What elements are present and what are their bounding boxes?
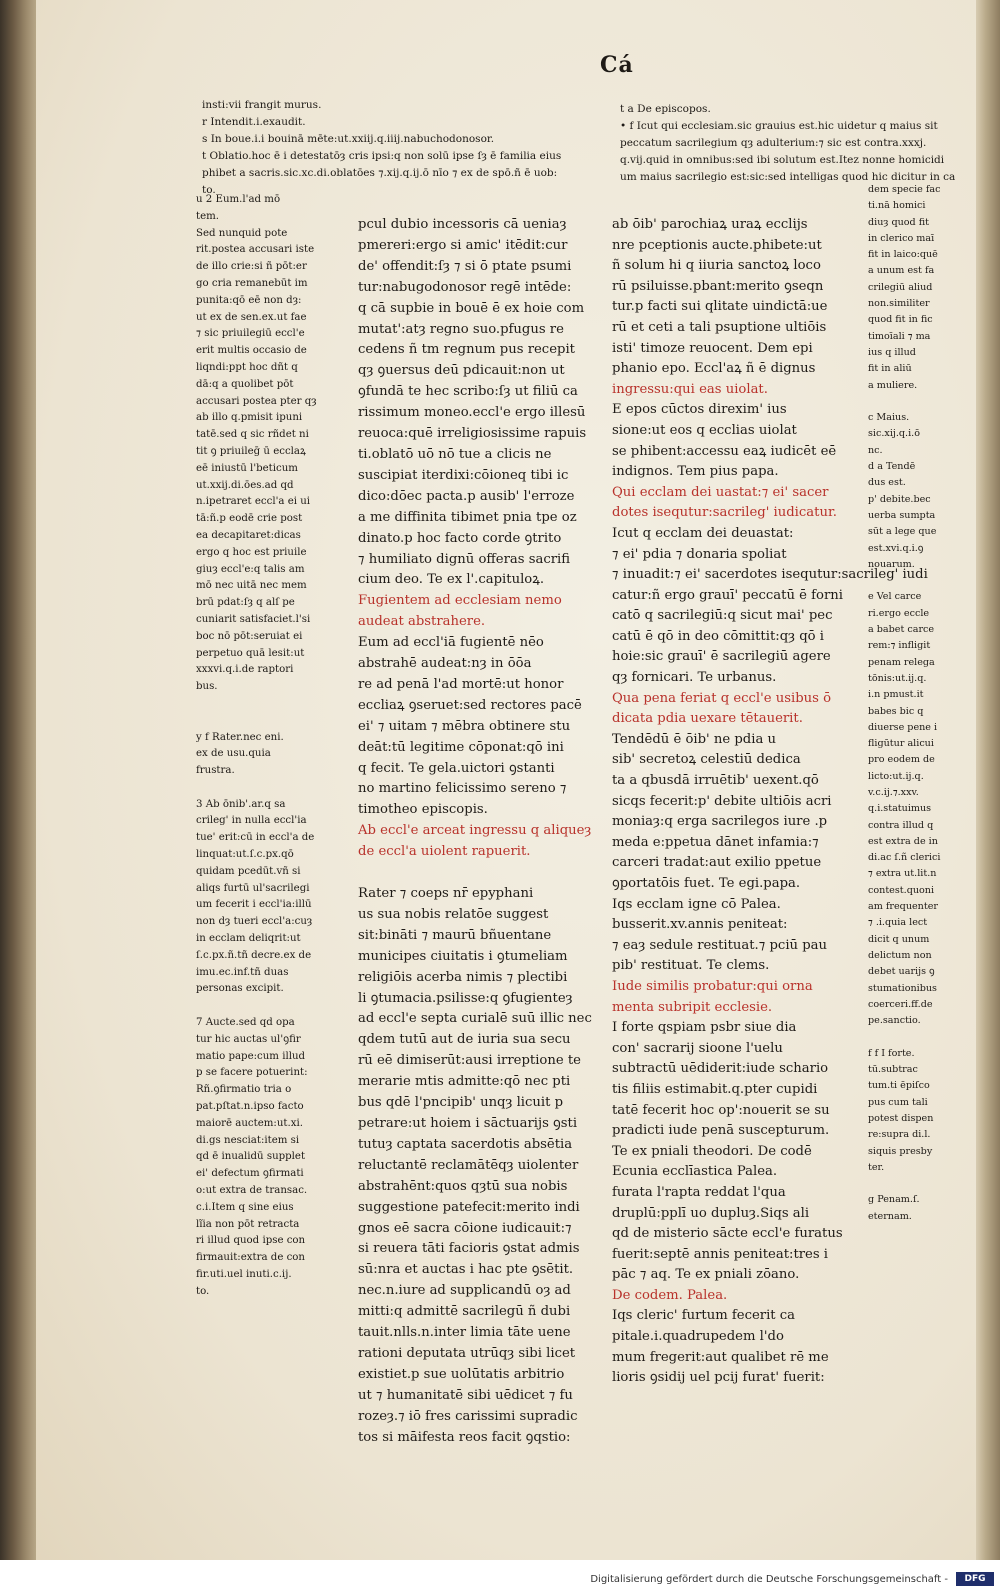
- text-line: busserit.xv.annis peniteat:: [612, 917, 788, 933]
- gloss-line: giuȝ eccl'e:q talis am: [196, 563, 305, 575]
- text-line: indignos. Tem pius papa.: [612, 464, 779, 480]
- gloss-line: ex de usu.quia: [196, 748, 271, 760]
- text-line: furata l'rapta reddat l'qua: [612, 1184, 786, 1200]
- gloss-line: ti.nā homici: [868, 200, 926, 212]
- gloss-line: a babet carce: [868, 624, 935, 636]
- gloss-line: accusari postea pter qȝ: [196, 395, 317, 407]
- text-line: mutat':atȝ regno suo.pfugus re: [358, 321, 564, 337]
- text-line: pradicti iude penā suscepturum.: [612, 1123, 830, 1139]
- gloss-line: q.i.statuimus: [868, 803, 932, 815]
- gloss-line: xxxvi.q.i.de raptori: [196, 664, 294, 676]
- text-line: us sua nobis relatōe suggest: [358, 906, 549, 922]
- gloss-line: to.: [202, 184, 216, 196]
- rubric-line: dicata pdia uexare tētauerit.: [612, 711, 803, 727]
- text-line: mitti:q admittē sacrilegū ñ dubi: [358, 1304, 571, 1320]
- gloss-line: liqndi:ppt hoc dñt q: [196, 361, 298, 373]
- text-line: Ecunia ecclīastica Palea.: [612, 1164, 778, 1180]
- text-line: sib' secretoꝝ celestiū dedica: [612, 752, 801, 768]
- gloss-line: quidam pcedūt.vñ si: [196, 865, 301, 877]
- gloss-line: y f Rater.nec eni.: [196, 731, 284, 743]
- text-line: pmereri:ergo si amic' itēdit:cur: [358, 237, 568, 253]
- gloss-line: in clerico maī: [868, 232, 935, 244]
- text-line: rozeȝ.⁊ iō fres carissimi supradic: [358, 1408, 578, 1424]
- gloss-line: [196, 713, 346, 730]
- footer-credit: Digitalisierung gefördert durch die Deutsche Forschungsgemeinschaft -: [590, 1574, 948, 1585]
- gloss-line: g Penam.ſ.: [868, 1194, 920, 1206]
- page-gutter: [976, 0, 1000, 1560]
- gloss-line: fit in laico:quē: [868, 249, 938, 261]
- rubric-line: De codem. Palea.: [612, 1287, 728, 1303]
- text-line: tur.p facti sui qlitate uindictā:ue: [612, 299, 828, 315]
- text-line: catur:ñ ergo grauī' peccatū ē forni: [612, 587, 843, 603]
- gloss-line: pro eodem de: [868, 754, 935, 766]
- gloss-line: fligūtur alicui: [868, 738, 934, 750]
- text-line: reuoca:quē irreligiosissime rapuis: [358, 426, 587, 442]
- text-line: pib' restituat. Te clems.: [612, 958, 770, 974]
- gloss-line: tum.ti ēpiſco: [868, 1080, 930, 1092]
- gloss-line: sūt a lege que: [868, 526, 937, 538]
- text-line: deāt:tū legitime cōponat:qō ini: [358, 739, 564, 755]
- gloss-line: qd ē inualidū supplet: [196, 1151, 306, 1163]
- gloss-top-right: [620, 101, 960, 186]
- text-line: qȝ ꝯuersus deū pdicauit:non ut: [358, 363, 565, 379]
- gloss-line: erit multis occasio de: [196, 345, 307, 357]
- text-line: ꝯfundā te hec scribo:ſȝ ut filiū ca: [358, 384, 578, 400]
- gloss-line: delictum non: [868, 949, 932, 961]
- rubric-line: ingressu:qui eas uiolat.: [612, 381, 768, 397]
- gloss-line: c Maius.: [868, 412, 910, 424]
- rubric-line: menta subripit ecclesie.: [612, 999, 773, 1015]
- gloss-line: siquis presby: [868, 1145, 933, 1157]
- text-line: E epos cūctos direxim' ius: [612, 402, 787, 418]
- text-line: carceri tradat:aut exilio ppetue: [612, 855, 822, 871]
- gloss-line: to.: [196, 1285, 210, 1297]
- gloss-line: frustra.: [196, 765, 235, 777]
- gloss-line: ius q illud: [868, 346, 916, 358]
- gloss-line: stumationibus: [868, 982, 937, 994]
- gloss-line: ri illud quod ipse con: [196, 1235, 306, 1247]
- gloss-line: rem:⁊ infligit: [868, 640, 931, 652]
- gloss-line: licto:ut.ij.q.: [868, 770, 924, 782]
- gloss-line: uerba sumpta: [868, 509, 936, 521]
- text-line: fuerit:septē annis peniteat:tres i: [612, 1246, 829, 1262]
- gloss-line: s In boue.i.i bouinā mēte:ut.xxiij.q.iiij.nabuchodonosor.: [202, 133, 495, 145]
- gloss-line: r Intendit.i.exaudit.: [202, 116, 306, 128]
- text-line: dinato.p hoc facto corde ꝯtrito: [358, 530, 562, 546]
- gloss-line: contest.quoni: [868, 884, 935, 896]
- text-line: rū et ceti a tali psuptione ultiōis: [612, 319, 827, 335]
- gloss-line: eternam.: [868, 1210, 912, 1222]
- gloss-left-column: [196, 192, 346, 1301]
- text-line: ⁊ humiliato dignū offeras sacrifi: [358, 551, 571, 567]
- gloss-line: lĩia non pōt retracta: [196, 1218, 300, 1230]
- text-line: a me diffinita tibimet pnia tpe oz: [358, 509, 577, 525]
- gloss-line: pus cum tali: [868, 1096, 928, 1108]
- text-line: q cā supbie in bouē ē ex hoie com: [358, 300, 585, 316]
- text-line: tos si māifesta reos facit ꝯqstio:: [358, 1429, 571, 1445]
- gloss-line: tur hic auctas ul'ꝯfir: [196, 1033, 301, 1045]
- gloss-line: tit ꝯ priuileḡ ū ecclaꝝ: [196, 445, 306, 457]
- gloss-line: est extra de in: [868, 835, 938, 847]
- text-line: ⁊ inuadit:⁊ ei' sacerdotes isequtur:sacrileg' iudi: [612, 567, 928, 583]
- text-line: isti' timoze reuocent. Dem epi: [612, 340, 813, 356]
- gloss-line: crileg' in nulla eccl'ia: [196, 815, 307, 827]
- gloss-line: c.i.Item q sine eius: [196, 1201, 294, 1213]
- text-line: ta a qbusdā irruētib' uexent.qō: [612, 773, 819, 789]
- gloss-line: coerceri.ff.de: [868, 998, 933, 1010]
- gloss-line: dem specie fac: [868, 184, 941, 195]
- text-line: sū:nra et auctas i hac pte ꝯsētit.: [358, 1262, 574, 1278]
- text-line: se phibent:accessu eaꝝ iudicēt eē: [612, 443, 837, 459]
- text-line: meda e:ppetua dānet infamia:⁊: [612, 834, 819, 850]
- gloss-line: e Vel carce: [868, 591, 922, 603]
- text-line: Te ex pniali theodori. De codē: [612, 1143, 812, 1159]
- text-line: suggestione patefecit:merito indi: [358, 1199, 580, 1215]
- text-line: merarie mtis admitte:qō nec pti: [358, 1074, 571, 1090]
- text-line: nec.n.iure ad supplicandū oȝ ad: [358, 1283, 571, 1299]
- text-line: subtractū uēdiderit:iude schario: [612, 1061, 829, 1077]
- text-line: ⁊ eaȝ sedule restituat.⁊ pciū pau: [612, 937, 828, 953]
- gloss-line: dicit q unum: [868, 933, 930, 945]
- gloss-line: t a De episcopos.: [620, 103, 711, 115]
- text-line: rationi deputata utrūqȝ sibi licet: [358, 1345, 576, 1361]
- gloss-line: insti:vii frangit murus.: [202, 99, 322, 111]
- gloss-line: ⁊ sic priuilegiū eccl'e: [196, 328, 305, 340]
- gloss-line: pat.pſtat.n.ipso facto: [196, 1101, 304, 1113]
- gloss-line: ergo q hoc est priuile: [196, 546, 307, 558]
- text-line: druplū:pplī uo dupluȝ.Siqs ali: [612, 1205, 810, 1221]
- gloss-line: n.ipetraret eccl'a ei ui: [196, 496, 311, 508]
- gloss-line: quod fit in fic: [868, 314, 933, 326]
- text-line: nre pceptionis aucte.phibete:ut: [612, 237, 822, 253]
- gloss-line: a muliere.: [868, 379, 918, 391]
- text-line: Iqs cleric' furtum fecerit ca: [612, 1308, 796, 1324]
- text-line: bus qdē l'pncipib' unqȝ licuit p: [358, 1095, 564, 1111]
- gloss-line: t Oblatio.hoc ē i detestatōȝ cris ipsi:q non solū ipse ſȝ ē familia eius: [202, 150, 562, 162]
- text-line: q fecit. Te gela.uictori ꝯstanti: [358, 760, 555, 776]
- text-line: qdem tutū aut de iuria sua secu: [358, 1032, 571, 1048]
- gloss-line: tū.subtrac: [868, 1064, 918, 1076]
- text-line: timotheo episcopis.: [358, 802, 488, 818]
- text-line: lioris ꝯsidij uel pcij furat' fuerit:: [612, 1370, 825, 1386]
- gloss-line: Rñ.ꝯfirmatio tria o: [196, 1084, 292, 1096]
- gloss-line: nc.: [868, 444, 883, 456]
- gloss-line: cuniarit satisfaciet.l'si: [196, 613, 311, 625]
- rubric-line: audeat abstrahere.: [358, 614, 486, 630]
- text-line: ꝯportatōis fuet. Te egi.papa.: [612, 876, 801, 891]
- text-line: I forte qspiam psbr siue dia: [612, 1020, 797, 1036]
- gloss-line: ⁊ extra ut.lit.n: [868, 868, 937, 880]
- gloss-line: timoīali ⁊ ma: [868, 330, 931, 342]
- text-line: sione:ut eos q ecclias uiolat: [612, 422, 797, 438]
- gloss-line: penam relega: [868, 656, 935, 668]
- text-line: tur:nabugodonosor regē intēde:: [358, 279, 572, 295]
- text-line: abstrahēnt:quos qȝtū sua nobis: [358, 1178, 568, 1194]
- gloss-line: rit.postea accusari iste: [196, 244, 315, 256]
- gloss-top-left: [202, 97, 592, 199]
- gloss-line: mō nec uitā nec mem: [196, 580, 307, 592]
- gloss-line: um fecerit i eccl'ia:illū: [196, 899, 312, 911]
- text-line: reluctantē reclamātēqȝ uiolenter: [358, 1157, 579, 1173]
- gloss-line: potest dispen: [868, 1112, 934, 1124]
- text-line: pcul dubio incessoris cā ueniaȝ: [358, 217, 567, 232]
- gloss-line: ⁊ .i.quia lect: [868, 917, 928, 929]
- gloss-line: non.similiter: [868, 298, 930, 310]
- main-text-left-column: [358, 215, 590, 1448]
- gloss-line: tā:ñ.p eodē crie post: [196, 513, 303, 525]
- gloss-line: 7 Aucte.sed qd opa: [196, 1017, 295, 1029]
- gloss-line: perpetuo quā lesit:ut: [196, 647, 305, 659]
- gloss-line: p se facere potuerint:: [196, 1067, 308, 1079]
- gloss-line: est.xvi.q.i.ꝯ: [868, 542, 924, 554]
- gloss-line: tem.: [196, 210, 220, 222]
- gloss-line: q.vij.quid in omnibus:sed ibi solutum est.Itez nonne homicidi: [620, 154, 945, 166]
- gloss-line: firmauit:extra de con: [196, 1252, 305, 1264]
- gloss-line: u 2 Eum.l'ad mō: [196, 194, 281, 205]
- text-line: catū ē qō in deo cōmittit:qȝ qō i: [612, 628, 824, 644]
- gloss-line: ea decapitaret:dicas: [196, 529, 301, 541]
- text-line: ti.oblatō uō nō tue a clicis ne: [358, 446, 552, 462]
- gloss-line: [868, 1176, 950, 1192]
- gloss-line: [868, 1029, 950, 1045]
- text-line: eccliaꝝ ꝯseruet:sed rectores pacē: [358, 697, 582, 713]
- text-line: tatē fecerit hoc op':nouerit se su: [612, 1102, 830, 1118]
- gloss-line: d a Tendē: [868, 461, 916, 473]
- rubric-line: de eccl'a uiolent rapuerit.: [358, 844, 531, 860]
- text-line: rū eē dimiserūt:ausi irreptione te: [358, 1053, 581, 1069]
- gloss-line: tōnis:ut.ij.q.: [868, 672, 927, 684]
- gloss-line: fir.uti.uel inuti.c.ij.: [196, 1269, 292, 1280]
- gloss-line: diuerse pene i: [868, 721, 938, 733]
- gloss-line: • f Icut qui ecclesiam.sic grauius est.hic uidetur q maius sit: [620, 120, 938, 132]
- gloss-line: i.n pmust.it: [868, 689, 924, 701]
- text-line: si reuera tāti facioris ꝯstat admis: [358, 1241, 580, 1257]
- gloss-line: punita:qō eē non dȝ:: [196, 294, 302, 306]
- text-line: cedens ñ tm regnum pus recepit: [358, 342, 575, 358]
- text-line: qd de misterio sācte eccl'e furatus: [612, 1226, 843, 1242]
- gloss-line: debet uarijs ꝯ: [868, 966, 935, 978]
- gloss-line: sic.xij.q.i.ō: [868, 428, 921, 440]
- rubric-line: Fugientem ad ecclesiam nemo: [358, 593, 562, 609]
- gloss-line: contra illud q: [868, 819, 934, 831]
- text-line: ad eccl'e septa curialē suū illic nec: [358, 1011, 592, 1027]
- gloss-line: f f I forte.: [868, 1047, 915, 1059]
- gloss-line: brū pdat:ſȝ q alſ pe: [196, 597, 295, 609]
- text-line: hoie:sic grauī' ē sacrilegiū agere: [612, 649, 831, 665]
- gloss-line: dā:q a quolibet pōt: [196, 378, 294, 390]
- text-line: pāc ⁊ aq. Te ex pniali zōano.: [612, 1267, 800, 1283]
- gloss-line: re:supra di.l.: [868, 1129, 931, 1141]
- text-line: [358, 863, 590, 884]
- text-line: re ad penā l'ad mortē:ut honor: [358, 676, 564, 692]
- gloss-line: ut ex de sen.ex.ut fae: [196, 311, 307, 323]
- gloss-line: imu.ec.inf.tñ duas: [196, 966, 289, 978]
- gloss-line: maiorē auctem:ut.xi.: [196, 1117, 303, 1129]
- gloss-line: personas excipit.: [196, 983, 284, 995]
- gloss-line: ſ.c.px.ñ.tñ decre.ex de: [196, 949, 312, 961]
- text-line: catō q sacrilegiū:q sicut mai' pec: [612, 608, 833, 624]
- gloss-line: phibet a sacris.sic.xc.di.oblatōes ⁊.xij.q.ij.ō nīo ⁊ ex de spō.ñ ē uob:: [202, 167, 558, 179]
- gloss-line: di.ac ſ.ñ clerici: [868, 852, 941, 864]
- gloss-line: um maius sacrilegio est:sic:sed intelligas quod hic dicitur in ca: [620, 171, 956, 183]
- gloss-line: ei' defectum ꝯfirmati: [196, 1168, 304, 1180]
- gloss-right-column: [868, 182, 950, 1225]
- rubric-line: dotes isequtur:sacrileg' iudicatur.: [612, 505, 837, 521]
- text-line: rū psiluisse.pbant:merito ꝯseqn: [612, 278, 824, 294]
- gloss-line: pe.sanctio.: [868, 1015, 921, 1027]
- text-line: ei' ⁊ uitam ⁊ mēbra obtinere stu: [358, 718, 571, 734]
- gloss-line: di.gs nesciat:item si: [196, 1134, 300, 1146]
- text-line: li ꝯtumacia.psilisse:q ꝯfugienteȝ: [358, 990, 573, 1006]
- text-line: abstrahē audeat:nȝ in ōōa: [358, 656, 532, 672]
- rubric-line: Iude similis probatur:qui orna: [612, 978, 813, 994]
- text-line: suscipiat iterdixi:cōioneq tibi ic: [358, 467, 569, 483]
- text-line: ut ⁊ humanitatē sibi uēdicet ⁊ fu: [358, 1387, 573, 1403]
- gloss-line: matio pape:cum illud: [196, 1050, 306, 1062]
- gloss-line: in ecclam deliqrit:ut: [196, 933, 301, 945]
- gloss-line: v.c.ij.⁊.xxv.: [868, 786, 919, 798]
- text-line: tauit.nlls.n.inter limia tāte uene: [358, 1325, 571, 1341]
- text-line: sicqs fecerit:p' debite ultiōis acri: [612, 793, 832, 809]
- gloss-line: am frequenter: [868, 901, 938, 913]
- gloss-line: tatē.sed q sic rñdet ni: [196, 429, 309, 441]
- gloss-line: diuȝ quod fit: [868, 216, 929, 228]
- dfg-logo: DFG: [956, 1572, 994, 1586]
- text-line: gnos eē sacra cōione iudicauit:⁊: [358, 1220, 572, 1236]
- text-line: Tendēdū ē ōib' ne pdia u: [612, 731, 776, 747]
- gloss-line: ut.xxij.di.ōes.ad qd: [196, 479, 294, 491]
- gloss-line: [196, 998, 346, 1015]
- gloss-line: [868, 394, 950, 410]
- text-line: Iqs ecclam igne cō Palea.: [612, 896, 781, 912]
- text-line: no martino felicissimo sereno ⁊: [358, 781, 567, 797]
- text-line: qȝ fornicari. Te urbanus.: [612, 670, 777, 686]
- text-line: existiet.p sue uolūtatis arbitrio: [358, 1366, 565, 1382]
- gloss-line: [196, 780, 346, 797]
- gloss-line: p' debite.bec: [868, 493, 931, 505]
- rubric-line: Qui ecclam dei uastat:⁊ ei' sacer: [612, 484, 829, 500]
- gloss-line: boc nō pōt:seruiat ei: [196, 630, 303, 642]
- gloss-line: eē iniustū l'beticum: [196, 462, 298, 474]
- text-line: de' offendit:ſȝ ⁊ si ō ptate psumi: [358, 258, 572, 274]
- text-line: religiōis acerba nimis ⁊ plectibi: [358, 969, 568, 985]
- gloss-line: [868, 573, 950, 589]
- text-line: ñ solum hi q iiuria sanctoꝝ loco: [612, 258, 821, 274]
- gloss-line: fit in aliū: [868, 363, 912, 375]
- text-line: mum fregerit:aut qualibet rē me: [612, 1349, 829, 1365]
- gloss-line: ter.: [868, 1161, 885, 1173]
- gloss-line: peccatum sacrilegium qȝ adulterium:⁊ sic est contra.xxxj.: [620, 137, 927, 149]
- text-line: Icut q ecclam dei deuastat:: [612, 525, 794, 541]
- gloss-line: a unum est fa: [868, 265, 935, 277]
- text-line: dico:dōec pacta.p ausib' l'erroze: [358, 488, 575, 504]
- gloss-line: aliqs furtū ul'sacrilegi: [196, 882, 310, 894]
- gloss-line: go cria remanebūt im: [196, 277, 308, 289]
- text-line: phanio epo. Eccl'aꝝ ñ ē dignus: [612, 361, 816, 377]
- text-line: ab ōib' parochiaꝝ uraꝝ ecclijs: [612, 217, 808, 232]
- rubric-line: Ab eccl'e arceat ingressu q aliqueȝ: [358, 823, 592, 839]
- gloss-line: nouarum.: [868, 558, 915, 570]
- gloss-line: de illo crie:si ñ pōt:er: [196, 261, 307, 273]
- gloss-line: tue' erit:cū in eccl'a de: [196, 832, 315, 844]
- gloss-line: dus est.: [868, 477, 906, 489]
- gloss-line: non dȝ tueri eccl'a:cuȝ: [196, 916, 313, 928]
- text-line: tutuȝ captata sacerdotis absētia: [358, 1136, 573, 1152]
- gloss-line: crilegiū aliud: [868, 281, 933, 293]
- rubric-line: Qua pena feriat q eccl'e usibus ō: [612, 690, 832, 706]
- text-line: municipes ciuitatis i ꝯtumeliam: [358, 948, 568, 964]
- gloss-line: [196, 696, 346, 713]
- gloss-line: bus.: [196, 681, 218, 693]
- gloss-line: ri.ergo eccle: [868, 607, 930, 619]
- text-line: moniaȝ:q erga sacrilegos iure .p: [612, 814, 828, 830]
- gloss-line: babes bic q: [868, 705, 924, 717]
- text-line: ⁊ ei' pdia ⁊ donaria spoliat: [612, 546, 787, 562]
- text-line: Rater ⁊ coeps nr̄ epyphani: [358, 886, 534, 901]
- running-head: Cá: [600, 52, 634, 78]
- text-line: con' sacrarij sioone l'uelu: [612, 1040, 783, 1056]
- text-line: petrare:ut hoiem i sāctuarijs ꝯsti: [358, 1115, 578, 1131]
- text-line: Eum ad eccl'iā fugientē nēo: [358, 635, 544, 651]
- text-line: cium deo. Te ex l'.capituloꝝ.: [358, 572, 545, 588]
- text-line: pitale.i.quadrupedem l'do: [612, 1329, 784, 1345]
- gloss-line: ab illo q.pmisit ipuni: [196, 412, 303, 424]
- gloss-line: o:ut extra de transac.: [196, 1185, 308, 1197]
- gloss-line: linquat:ut.ſ.c.px.qō: [196, 849, 294, 861]
- text-line: tis filiis estimabit.q.pter cupidi: [612, 1081, 818, 1097]
- text-line: rissimum moneo.eccl'e ergo illesū: [358, 405, 586, 421]
- gloss-line: 3 Ab ōnib'.ar.q sa: [196, 798, 286, 810]
- gloss-line: Sed nunquid pote: [196, 227, 288, 239]
- text-line: sit:bināti ⁊ maurū bñuentane: [358, 927, 552, 943]
